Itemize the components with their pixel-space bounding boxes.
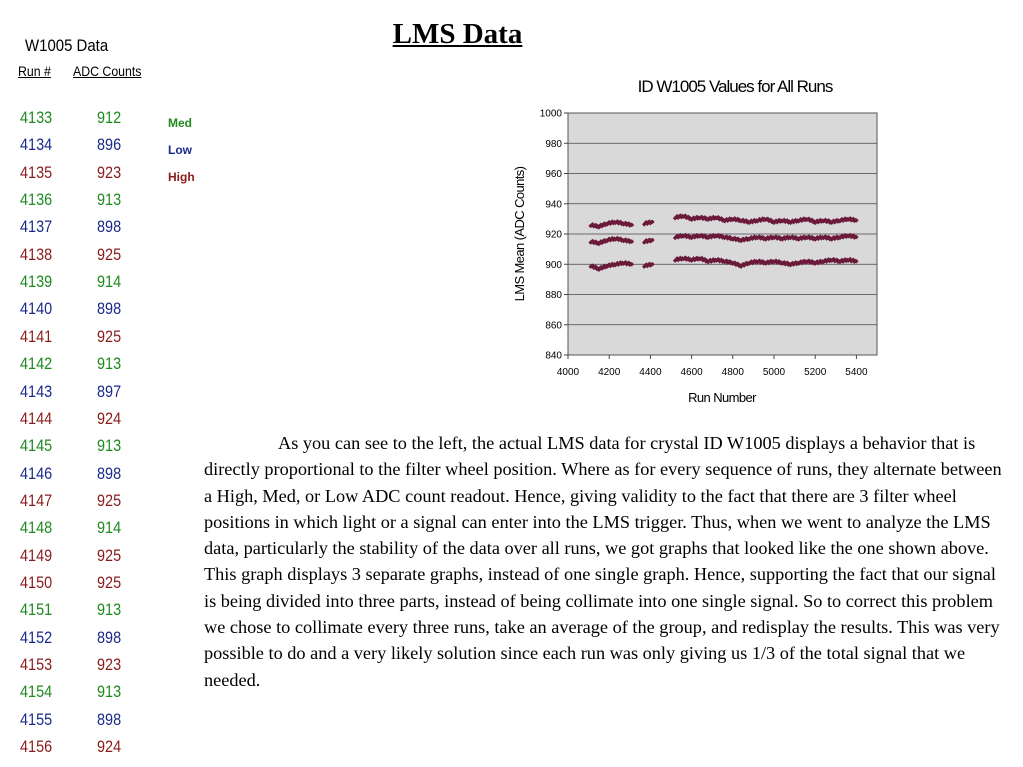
adc-count: 925 (97, 326, 122, 346)
y-tick-label: 860 (545, 320, 562, 332)
legend-low: Low (168, 143, 192, 157)
adc-count: 924 (97, 408, 122, 428)
x-axis-label: Run Number (688, 390, 756, 405)
run-number: 4147 (20, 490, 53, 510)
run-number: 4154 (20, 682, 53, 702)
adc-count: 898 (97, 627, 122, 647)
adc-count: 913 (97, 600, 122, 620)
run-number: 4139 (20, 272, 53, 292)
x-tick-label: 4200 (598, 367, 621, 378)
run-number: 4146 (20, 463, 53, 483)
adc-count: 898 (97, 709, 122, 729)
run-number: 4155 (20, 709, 53, 729)
run-number: 4153 (20, 655, 53, 674)
run-number: 4142 (20, 354, 53, 374)
y-axis-ticks (540, 109, 568, 362)
y-tick-label: 980 (545, 138, 562, 150)
y-tick-label: 880 (545, 290, 562, 301)
column-header-adc: ADC Counts (73, 63, 142, 79)
legend-high: High (168, 170, 195, 184)
run-number: 4133 (20, 108, 53, 127)
run-number: 4148 (20, 518, 53, 538)
run-number: 4138 (20, 244, 53, 264)
body-paragraph: As you can see to the left, the actual LMS data for crystal ID W1005 displays a behavior that is directly proportional to the filter wheel position. Where as for every sequence of runs, they alternate between a High, Med, or Low ADC count readout. Hence, giving validity to the fact that there are 3 filter wheel positions in which light or a signal can enter into the LMS trigger. Thus, when we went to analyze the LMS data, particularly the stability of the data over all runs, we got graphs that looked like the one shown above. This graph displays 3 separate graphs, instead of one single graph. Hence, supporting the fact that our signal is being divided into three parts, instead of being collimate into one single signal. So to correct this problem we chose to collimate every three runs, take an average of the group, and redisplay the results. This was very possible to do and a very likely solution since each run was only giving us 1/3 of the total signal that we needed. (204, 433, 1002, 690)
run-number: 4137 (20, 217, 53, 237)
adc-count: 914 (97, 272, 122, 292)
adc-count: 898 (97, 217, 122, 237)
adc-count: 914 (97, 518, 122, 538)
run-number: 4141 (20, 326, 53, 346)
x-axis-ticks (557, 355, 868, 378)
adc-count: 913 (97, 354, 122, 374)
run-number: 4136 (20, 190, 53, 210)
adc-count: 898 (97, 299, 122, 319)
table-heading: W1005 Data (25, 36, 109, 55)
y-tick-label: 1000 (539, 108, 562, 120)
run-number: 4144 (20, 408, 53, 428)
run-number: 4140 (20, 299, 53, 319)
y-tick-label: 900 (545, 259, 562, 271)
y-tick-label: 920 (545, 229, 562, 241)
run-number: 4145 (20, 436, 53, 456)
x-tick-label: 5200 (804, 367, 827, 378)
adc-count: 912 (97, 108, 122, 127)
adc-count: 925 (97, 572, 122, 592)
run-number: 4152 (20, 627, 53, 647)
x-tick-label: 4000 (556, 367, 580, 378)
adc-count: 923 (97, 162, 122, 182)
adc-count: 896 (97, 135, 122, 155)
adc-count: 913 (97, 190, 122, 210)
run-number: 4151 (20, 600, 53, 620)
adc-count: 925 (97, 545, 122, 565)
y-tick-label: 940 (545, 199, 562, 211)
y-axis-label: LMS Mean (ADC Counts) (512, 166, 527, 302)
x-tick-label: 5400 (845, 367, 868, 378)
run-number: 4156 (20, 737, 53, 757)
adc-count: 897 (97, 381, 122, 401)
adc-count: 925 (97, 490, 122, 510)
run-number: 4149 (20, 545, 53, 565)
page-title-text: LMS Data (392, 18, 523, 50)
x-tick-label: 5000 (762, 367, 786, 378)
legend-med: Med (168, 116, 192, 130)
run-number: 4134 (20, 135, 53, 155)
y-tick-label: 840 (545, 350, 562, 362)
adc-count: 924 (97, 737, 122, 757)
column-header-run: Run # (18, 63, 51, 79)
x-tick-label: 4600 (680, 367, 703, 378)
run-number: 4135 (20, 162, 53, 182)
run-number: 4143 (20, 381, 53, 401)
adc-count: 925 (97, 244, 122, 264)
adc-count: 898 (97, 463, 122, 483)
adc-count: 923 (97, 655, 122, 674)
chart-title: ID W1005 Values for All Runs (637, 77, 833, 96)
adc-count: 913 (97, 682, 122, 702)
run-number: 4150 (20, 572, 53, 592)
adc-count: 913 (97, 436, 122, 456)
y-tick-label: 960 (545, 169, 562, 180)
x-tick-label: 4400 (639, 367, 662, 378)
x-tick-label: 4800 (721, 367, 744, 378)
